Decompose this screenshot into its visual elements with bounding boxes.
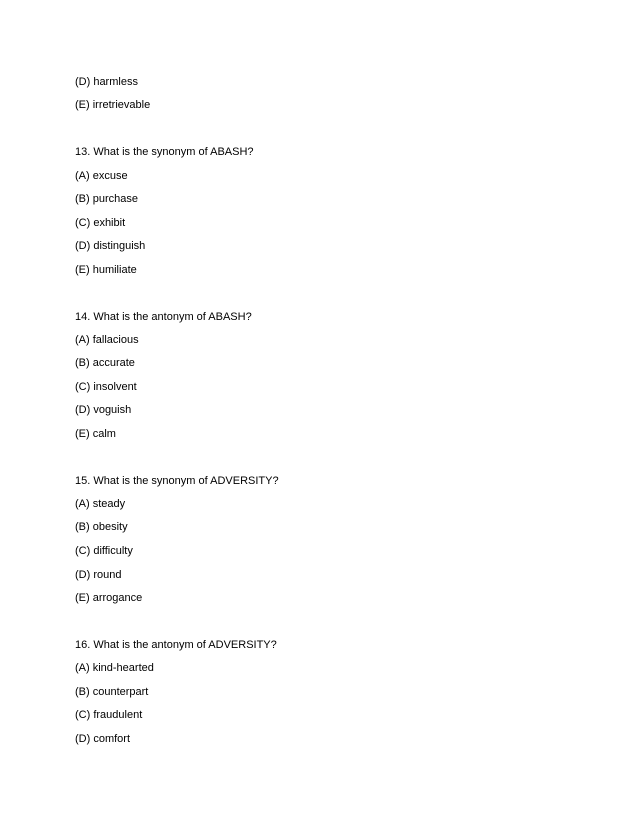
option-text: (C) insolvent: [75, 381, 137, 393]
question-text: 15. What is the synonym of ADVERSITY?: [75, 475, 279, 487]
question-text: 13. What is the synonym of ABASH?: [75, 146, 254, 158]
option-text: (E) humiliate: [75, 264, 137, 276]
option-text: (C) difficulty: [75, 545, 133, 557]
option-text: (A) fallacious: [75, 334, 139, 346]
option-text: (A) excuse: [75, 170, 128, 182]
option-text: (D) distinguish: [75, 240, 146, 252]
option-text: (E) arrogance: [75, 592, 143, 604]
option-text: (C) exhibit: [75, 217, 126, 229]
option-text: (D) voguish: [75, 404, 132, 416]
option-text: (D) comfort: [75, 733, 130, 745]
question-text: 14. What is the antonym of ABASH?: [75, 311, 252, 323]
option-text: (B) accurate: [75, 357, 135, 369]
option-text: (B) counterpart: [75, 686, 149, 698]
question-text: 16. What is the antonym of ADVERSITY?: [75, 639, 277, 651]
option-text: (E) calm: [75, 428, 116, 440]
option-text: (E) irretrievable: [75, 99, 151, 111]
option-text: (A) kind-hearted: [75, 662, 154, 674]
option-text: (B) purchase: [75, 193, 138, 205]
option-text: (B) obesity: [75, 521, 128, 533]
option-text: (D) round: [75, 569, 122, 581]
option-text: (A) steady: [75, 498, 126, 510]
option-text: (D) harmless: [75, 76, 138, 88]
option-text: (C) fraudulent: [75, 709, 143, 721]
